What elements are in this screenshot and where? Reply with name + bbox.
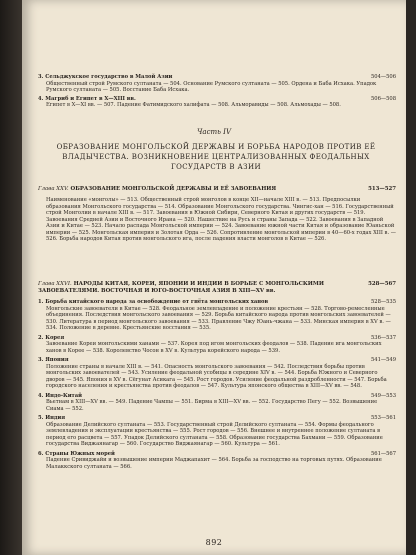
toc-item-pages: 506—508	[371, 95, 396, 102]
toc-item-text: Египет в X—XI вв. — 507. Падение Фатимидского халифата — 508. Альморавиды — 508. Альмохады — 508.	[46, 102, 341, 108]
toc-item	[38, 96, 396, 109]
chapter-label: Глава XXVI.	[38, 281, 72, 287]
toc-item-title: 1. Борьба китайского народа за освобождение от гнёта монгольских ханов	[38, 299, 269, 305]
page-number: 892	[205, 538, 223, 547]
chapter-title: НАРОДЫ КИТАЯ, КОРЕИ, ЯПОНИИ И ИНДИИ В БОРЬБЕ С МОНГОЛЬСКИМИ ЗАВОЕВАТЕЛЯМИ. ВОСТОЧНАЯ И ЮГО-ВОСТОЧНАЯ АЗИЯ В XIII—XV вв.	[38, 281, 324, 294]
toc-item-title: 3. Япония	[38, 357, 69, 363]
chapter-text: Наименование «монголы» — 513. Общественный строй монголов в конце XII—начале XIII в. — 513. Предпосылки образования Монгольского государства — 514. Образование Монгольского государства. Чингис-хан — 516. Государственный строй Монголии в начале XIII в. — 517. Завоевания в Южной Сибири, Северного Китая и других государств — 519. Завоевания Средней Азии и Восточного Ирана — 520. Нашествие на Русь и страны Запада — 522. Завоевания в Западной Азии и Китае — 523. Начало распада Монгольской империи — 524. Завоевание южной части Китая и образование Юаньской империи — 525. Монгольская империя и Золотая Орда — 526. Сопротивление монгольской империи в 40—60-х годах XIII в. — 526. Борьба народов Китая против монгольского ига, после падения власти монголов в Китае — 526.	[46, 197, 396, 242]
part-number: Часть IV	[197, 128, 231, 136]
toc-item	[38, 451, 396, 471]
book-gutter-shadow	[0, 0, 22, 555]
chapter-title: ОБРАЗОВАНИЕ МОНГОЛЬСКОЙ ДЕРЖАВЫ И ЕЁ ЗАВОЕВАНИЯ	[70, 186, 277, 192]
chapter-heading	[38, 186, 396, 193]
toc-item-pages: 541—549	[371, 357, 396, 363]
toc-item-text: Монгольские завоеватели в Китае — 528. Феодальное землевладение и положение крестьян — 528. Торгово-ремесленные объединения. Последствия монгольского завоевания — 529. Борьба китайского народа против монгольских завоевателей — 530. Литература в период монгольского завоевания — 533. Правление Чжу Юань-чжана — 533. Минская империя в XV в. — 534. Положение в деревне. Крестьянские восстания — 535.	[46, 305, 391, 331]
toc-item	[38, 299, 396, 332]
toc-item-title: 4. Магриб и Египет в X—XIII вв.	[38, 95, 136, 102]
toc-item	[38, 335, 396, 355]
toc-item	[38, 357, 396, 390]
top-items	[38, 74, 396, 109]
toc-item-pages: 549—553	[371, 392, 396, 399]
toc-item	[38, 74, 396, 94]
toc-item-title: 6. Страны Южных морей	[38, 450, 115, 457]
part-title: ОБРАЗОВАНИЕ МОНГОЛЬСКОЙ ДЕРЖАВЫ И БОРЬБА НАРОДОВ ПРОТИВ ЕЁ ВЛАДЫЧЕСТВА. ВОЗНИКНОВЕНИЕ ЦЕНТРАЛИЗОВАННЫХ ФЕОДАЛЬНЫХ ГОСУДАРСТВ В АЗИИ	[56, 143, 376, 171]
chapter-heading	[38, 281, 396, 295]
chapter-25	[38, 186, 396, 243]
toc-item	[38, 393, 396, 413]
toc-item-title: 2. Корея	[38, 334, 65, 341]
chapter-pages: 513—527	[368, 186, 396, 192]
toc-item-pages: 553—561	[371, 415, 396, 421]
toc-item-text: Вьетнам в XIII—XV вв. — 549. Падение Чампы — 551. Бирма в XIII—XV вв. — 552. Государство Пегу — 552. Возвышение Сиама — 552.	[46, 399, 378, 412]
toc-item-text: Образование Делийского султаната — 553. Государственный строй Делийского султаната — 554. Формы феодального землевладения и эксплуатации крестьянства — 555. Рост городов — 556. Внешнее и внутреннее положение султаната в период его расцвета — 557. Упадок Делийского султаната — 558. Образование государства Бахмани — 559. Образование государства Виджаянагар — 560. Государство Виджаянагар — 560. Культура — 561.	[46, 421, 383, 447]
toc-item-text: Положение страны в начале XIII в. — 541. Опасность монгольского завоевания — 542. Последствия борьбы против монгольских завоевателей — 543. Усиление феодальной усобицы в середине XIV в. — 544. Борьба Южного и Северного дворов — 545. Япония в XV в. Сёгунат Асикага — 545. Рост городов. Усиление феодальной раздробленности — 547. Борьба городского населения и крестьянства против феодалов — 547. Культура японского общества в XIII—XV вв. — 548.	[46, 363, 387, 389]
toc-item	[38, 415, 396, 448]
toc-item-title: 4. Индо-Китай	[38, 392, 82, 399]
chapter-26	[38, 281, 396, 470]
chapter-label: Глава XXV.	[38, 186, 69, 192]
toc-item-pages: 504—506	[371, 74, 396, 80]
toc-item-pages: 536—537	[371, 334, 396, 341]
toc-item-pages: 561—567	[371, 450, 396, 457]
chapter-pages: 528—567	[368, 281, 396, 287]
toc-item-text: Завоевание Кореи монгольскими ханами — 537. Корея под игом монгольских феодалов — 538. Падение ига монгольских ханов в Корее — 538. Королевство Чосон в XV в. Культура корейского народа — 539.	[46, 341, 382, 354]
toc-item-text: Падение Сривиджайи и возвышение империи Маджапахит — 564. Борьба за господство на торговых путях. Образование Малаккского султаната — 566.	[46, 457, 382, 470]
toc-item-title: 3. Сельджукское государство в Малой Азии	[38, 74, 173, 80]
toc-item-title: 5. Индия	[38, 415, 66, 421]
toc-item-text: Общественный строй Румского султаната — 504. Основание Румского султаната — 505. Ордена и Баба Исхака. Упадок Румского султаната — 505. Восстание Баба Исхака.	[46, 80, 377, 93]
toc-item-pages: 528—535	[371, 299, 396, 305]
book-page	[22, 0, 406, 555]
